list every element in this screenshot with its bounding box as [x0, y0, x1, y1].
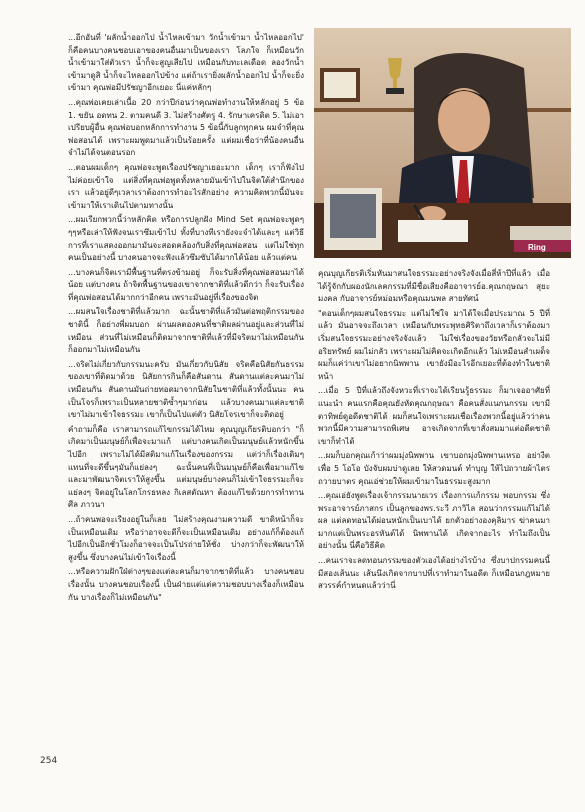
paragraph: คำถามก็คือ เราสามารถแก้ไขกรรมได้ไหม คุณบุญเกียรติบอกว่า "ก็เกิดมาเป็นมนุษย์ก็เพื่อจะมาแก้ แต่บางคนเกิดเป็นมนุษย์แล้วหนักขึ้นไปอีก เพราะไม่ได้มีสติมาแก้ในเรื่องของกรรม แต่ว่าก็เรื่องเดิมๆ แทนที่จะดีขึ้นๆมันก็แย่ลงๆ ฉะนั้นคนที่เป็นมนุษย์ก็คือเพื่อมาแก้ไข และมาพัฒนาจิตเราให้สูงขึ้น แต่มนุษย์บางคนก็ไม่เข้าใจธรรมะก็จะแย่ลงๆ จิตอยู่ในโลกโกรธหลง กิเลสตัณหา ต้องแก้ไขด้วยการทำทาน ศีล ภาวนา	[68, 424, 304, 510]
paragraph: ...จริตไม่เกี่ยวกับกรรมนะครับ มันเกี่ยวกับนิสัย จริตคือนิสัยกันธรรมของเขาที่ติดมาด้วย นิสัยการกินก็คือสันดาน สันดานแต่ละคนมาไม่เหมือนกัน สันดานมันถ่ายทอดมาจากนิสัยในชาติที่แล้วทั้งนั้นนะ คนเป็นโจรก็เพราะเป็นหลายชาติซ้ำๆมาก่อน แล้วบางคนมาแต่ละชาติ เขาไม่มาเข้าใจธรรมะ เขาก็เป็นไปแต่ตัว นิสัยโจรเขาก็จะติดอยู่	[68, 359, 304, 420]
paragraph: ...คุณพ่อเคยเล่าเนื้อ 20 กว่าปีก่อนว่าคุณพ่อทำงานให้หลักอยู่ 5 ข้อ 1. ขยัน อดทน 2. ตามคนดี 3. ไม่สร้างศัตรู 4. รักษาเครดิต 5. ไม่เอาเปรียบผู้อื่น คุณพ่อบอกหลักการทำงาน 5 ข้อนี้กับลูกทุกคน ผมจำที่คุณพ่อสอนได้ เพราะผมพูดมาแล้วเป็นร้อยครั้ง แต่ผมเชื่อว่าที่น้องคนอื่นจำไม่ได้จนตอนรอก	[68, 97, 304, 158]
paragraph: ...ผมก็บอกคุณเก้าว่าผมมุ่งนิพพาน เขาบอกมุ่งนิพพานเหรอ อย่างีตเพื่อ 5 โอโอ บังจับผมบ่าดูเลย ให้สวดมนต์ ทำบุญ ให้ไปถวายผ้าไตร ถวายบาตร คุณเอ่ช่วยให้ผมเข้ามาในธรรมะสูงมาก	[318, 451, 550, 486]
book-icon	[510, 226, 571, 240]
paragraph: ...คุณเอ่ยังพูดเรื่องเจ้ากรรมนายเวร เรื่องการแก้กรรม พอบกรรม ซึ่งพระอาจารย์ภาสกร เป็นลูกของพร.ระวี ภาวิไล สอนว่ากรรมแก้ไม่ได้ผล แต่ลดทอนได้ผ่อนหนักเป็นเบาได้ ยกตัวอย่างองคุลิมาร ฆ่าคนมามากแต่เป็นพระอรหันต์ได้ นิพพานได้ เกิดจากอะไร ทำไมถึงเป็นอย่างนั้น นี่คือวิธีคิด	[318, 491, 550, 551]
portrait-illustration	[314, 28, 571, 258]
trophy-icon	[386, 88, 404, 94]
paragraph: ...เมื่อ 5 ปีที่แล้วถึงจังหวะที่เราจะได้เรียนรู้ธรรมะ ก็มาเจออาศัยที่แนะนำ คนแรกคือคุณยังหัดคุณกฤษณา คือคนสั่งแนกนกรรม เขามีตาทิพย์ดูอดีตชาติได้ ผมก็สนใจเพราะผมเชื่อเรื่องพวกนี้อยู่แล้วว่าคนพวกนี้มีความสามารถพิเศษ อาจเกิดจากที่เขาสั่งสมมาแต่อดีตชาติเขาก็ทำได้	[318, 386, 550, 446]
paragraph: ...คนเราจะลดทอนกรรมของตัวเองได้อย่างไรบ้าง ซึ่งบาปกรรมคนนี้มีสองเส้นนะ เส้นนึงเกิดจากบาปที่เราทำมาในอดีต ก็เหมือนกฎหมาย สวรรค์กำหนดแล้วว่านี่	[318, 556, 550, 591]
left-text-column	[68, 32, 304, 606]
paragraph: ...ถ้าคนพอจะเรียงอยู่ในก็เลย ไม่สร้างคุณงามความดี ขาดิหน้าก็จะเป็นเหมือนเดิม หรือว่าอาจจะดีก็จะเป็นเหมือนเดิม อย่างแก้ก็ต้องแก้ไปอีกเป็นอีกชั่วโมงก็อาจจะเป็นโปรถ่ายให้ชั่ง บ่างกว่าก็จะพัฒนาให้สูงขึ้น ซึ่งบางคนไม่เข้าใจเรื่องนี้	[68, 514, 304, 562]
paragraph: "ตอนเด็กๆผมสนใจธรรมะ แต่ไม่ใช่ใจ มาได้ใจเมื่อประมาณ 5 ปีที่แล้ว มันอาจจะถึงเวลา เหมือนกับพระพุทธศิริตาถึงเวลาก็เราต้องมาเริ่มสนใจธรรมะอย่างจริงจังแล้ว ไม่ใช่เรื่องของวัยหรือกลัวจะไม่มีอริยทรัพย์ ผมไม่กลัว เพราะผมไม่คิดจะเกิดอีกแล้ว ไม่เหมือนสำเผด็จผมก็แค่ว่าเขาไม่อยากนิพพาน เขายังมีอะไรอีกเยอะที่ต้องทำในชาติหน้า	[318, 308, 550, 381]
paragraph: ...ผมเรียกพวกนี้ว่าหลักคิด หรือการปลูกฝัง Mind Set คุณพ่อจะพูดๆๆๆหรือเล่าให้ฟังจนเราซึมเข้าไป ทั้งที่บางทีเรายังจะจำได้และๆ แต่วิธีการที่เราแสดงออกมามันจะสอดคล้องกับสิ่งที่คุณพ่อสอน แต่ไม่ใช่ทุกคนเป็นอย่างนี้ บางคนอาจจะฟังแล้วซึมซับได้มากได้น้อย แล้วแต่คน	[68, 215, 304, 263]
paragraph: ...ตอนผมเด็กๆ คุณพ่อจะพูดเรื่องปรัชญาเยอะมาก เด็กๆ เราก็ฟังไป ไม่ค่อยเข้าใจ แต่สิ่งที่คุณพ่อพูดทั้งหลายมันเข้าไปในจิตใต้สำนึกของเรา แล้วอยู่ดีๆเวลาเราต้องการทำอะไรสักอย่าง ความคิดพวกนี้มันจะเข้ามาให้เราเดินไปตามทางนั้น	[68, 162, 304, 210]
paragraph: ...หรือความฝักใฝ่ต่างๆของแต่ละคนก็มาจากชาติที่แล้ว บางคนชอบเรื่องนั้น บางคนชอบเรื่องนี้ เป็นฝ่ายแต่แต่ความชอบบางเรื่องก็เหมือนกัน บางเรื่องก็ไม่เหมือนกัน"	[68, 567, 304, 602]
paragraph: ...อีกอันที่ 'ผลักน้ำออกไป น้ำไหลเข้ามา วักน้ำเข้ามา น้ำไหลออกไป' ก็คือคนบางคนชอบเอาของคนอื่นมาเป็นของเรา โลภใจ ก็เหมือนวักน้ำเข้ามาใส่ตัวเรา น้ำก็จะสูญเสียไป เหมือนกับทะเลเดือด ลองวักน้ำเข้ามาดูสิ น้ำก็จะไหลออกไปข้าง แต่ถ้าเรายิ่งผลักน้ำออกไป น้ำก็จะยิ่งเข้ามา คุณพ่อมีปรัชญาอีกเยอะ นี่แค่หลักๆ	[68, 33, 304, 93]
paragraph: คุณบุญเกียรติเริ่มหันมาสนใจธรรมะอย่างจริงจังเมื่อสี่ห้าปีที่แล้ว เมื่อได้รู้จักกับผองนักเลคกรรมที่มีชื่อเสียงคืออาจารย์อ.คุณกฤษณา สุยะมงคล กับอาจารย์หม่อมหรือคุณมนพล สายทัศน์	[318, 269, 550, 304]
right-text-column	[318, 268, 550, 595]
book-spine-label: Ring	[528, 243, 546, 252]
paragraph: ...บางคนก็จิตเรามีพื้นฐานที่ตรงข้ามอยู่ ก็จะรับสิ่งที่คุณพ่อสอนมาได้น้อย แต่บางคน ถ้าจิตพื้นฐานของเขาจากชาติที่แล้วดีกว่า ก็จะรับเรื่องที่คุณพ่อสอนได้มากกว่าอีกคน เพราะมันอยู่ที่เรื่องของจิต	[68, 267, 304, 302]
paragraph: ...ผมสนใจเรื่องชาติที่แล้วมาก ฉะนั้นชาติที่แล้วมันต่อพฤติกรรมของชาตินี้ ก็อย่างพี่ผมบอก ผ่านผลตองคนที่ชาติผลผ่านอยู่และส่วนที่ไม่เหมือน ส่วนที่ไม่เหมือนก็ติดมาจากชาติที่แล้วที่มีจริตมาไม่เหมือนกัน ก็ออกมาไม่เหมือนกัน	[68, 307, 304, 355]
portrait-photo	[314, 28, 571, 258]
page-number: 254	[40, 756, 58, 766]
